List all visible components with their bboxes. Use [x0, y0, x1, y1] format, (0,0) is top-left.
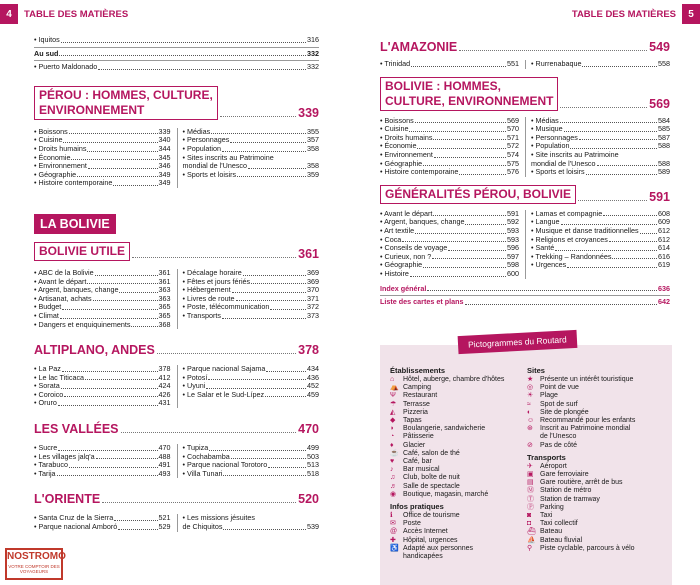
- toc-entry[interactable]: • Géographie 598: [380, 260, 519, 270]
- pictogram-icon: ▤: [527, 479, 534, 487]
- pictogram-icon: ♬: [390, 482, 397, 490]
- toc-entry[interactable]: • Budget 365: [34, 302, 171, 312]
- right-page-content: [380, 36, 670, 307]
- pictogram-item: ▣ Gare ferroviaire: [527, 471, 589, 479]
- toc-entry[interactable]: • Médias 355: [182, 126, 319, 136]
- section-bolivie-utile-entries: [34, 269, 319, 329]
- pictogram-icon: ✈: [527, 462, 533, 470]
- pictogram-icon: Ⓜ: [527, 487, 534, 495]
- pictogram-item: ◭ Pizzeria: [390, 408, 428, 416]
- pictogram-item: ◎ Point de vue: [527, 384, 579, 392]
- toc-entry[interactable]: • Le Salar et le Sud-Lípez 459: [182, 389, 319, 399]
- pictogram-icon: ✉: [390, 520, 396, 528]
- toc-entry[interactable]: • Boissons 339: [34, 126, 171, 136]
- toc-entry[interactable]: • Sites inscrits au Patrimoine: [182, 152, 274, 162]
- toc-entry[interactable]: • Histoire contemporaine 576: [380, 167, 519, 177]
- pictogram-icon: [390, 553, 403, 561]
- pictogram-item: ☂ Terrasse: [390, 400, 430, 408]
- section-generalites-heading[interactable]: GÉNÉRALITÉS PÉROU, BOLIVIE 591: [380, 185, 670, 204]
- toc-entry[interactable]: • Coroico 426: [34, 389, 171, 399]
- toc-entry[interactable]: • Sucre 470: [34, 443, 171, 453]
- toc-entry[interactable]: • Décalage horaire 369: [182, 267, 319, 277]
- pictogram-icon: ♥: [390, 458, 395, 466]
- pictogram-item: ℹ Office de tourisme: [390, 512, 460, 520]
- pictogram-icon: ⛴: [527, 528, 536, 536]
- pictogram-item: Ψ Restaurant: [390, 392, 438, 400]
- toc-entry[interactable]: • Médias 584: [531, 115, 670, 125]
- pictogram-item: ⛺ Camping: [390, 384, 432, 392]
- pictogram-item: Ⓣ Station de tramway: [527, 495, 600, 503]
- toc-entry[interactable]: • Histoire 600: [380, 268, 519, 278]
- section-amazonie-entries: [380, 60, 670, 69]
- pictogram-item: ▤ Gare routière, arrêt de bus: [527, 479, 623, 487]
- toc-entry[interactable]: • Art textile 593: [380, 225, 519, 235]
- toc-entry[interactable]: mondial de l'Unesco 358: [182, 161, 319, 171]
- toc-entry[interactable]: de Chiquitos 539: [182, 522, 319, 532]
- toc-entry[interactable]: • Géographie 575: [380, 158, 519, 168]
- toc-entry[interactable]: • Langue 609: [531, 217, 670, 227]
- pictogram-icon: ◉: [390, 490, 397, 498]
- toc-entry[interactable]: • La Paz 378: [34, 364, 171, 374]
- pictogram-item: ⛴ Bateau: [527, 528, 563, 536]
- pictogram-item: @ Accès Internet: [390, 528, 448, 536]
- toc-entry[interactable]: • Trekking – Randonnées 616: [531, 251, 670, 261]
- section-altiplano-entries: [34, 365, 319, 408]
- left-page-number: 4: [0, 4, 18, 24]
- pictogram-item: ◗ Boulangerie, sandwicherie: [390, 425, 486, 433]
- toc-entry[interactable]: • Histoire contemporaine 349: [34, 178, 171, 188]
- pictogram-icon: ☂: [390, 400, 397, 408]
- toc-entry[interactable]: • Le lac Titicaca 412: [34, 372, 171, 382]
- pictogram-icon: ⚲: [527, 544, 533, 552]
- nostromo-logo: NOSTROMO VOTRE COMPTOIR DES VOYAGEURS: [5, 548, 63, 580]
- section-title-box: PÉROU : HOMMES, CULTURE, ENVIRONNEMENT: [34, 86, 218, 120]
- pictogram-item: ☺ Recommandé pour les enfants: [527, 417, 636, 425]
- toc-entry-cartes[interactable]: Liste des cartes et plans 642: [380, 297, 670, 307]
- toc-entry[interactable]: • Avant le départ 591: [380, 208, 519, 218]
- toc-entry[interactable]: • Population 588: [531, 141, 670, 151]
- pictogram-icon: ◗: [390, 425, 395, 433]
- toc-entry[interactable]: • Fêtes et jours fériés 369: [182, 276, 319, 286]
- toc-entry[interactable]: • Sports et loisirs 359: [182, 169, 319, 179]
- pictogram-item: ★ Présente un intérêt touristique: [527, 376, 634, 383]
- pictogram-group-title: Établissements: [390, 366, 446, 375]
- pictogram-item: ◆ Tapas: [390, 417, 422, 425]
- pictogram-item: ♬ Salle de spectacle: [390, 482, 460, 490]
- pictogram-icon: [527, 433, 540, 441]
- toc-entry[interactable]: • Tupiza 499: [182, 443, 319, 453]
- toc-entry[interactable]: • Urgences 619: [531, 260, 670, 270]
- pictogram-icon: ♫: [390, 474, 396, 482]
- toc-entry[interactable]: • Curieux, non ? 597: [380, 251, 519, 261]
- pictogram-icon: ◭: [390, 408, 396, 416]
- left-page-content: [34, 36, 319, 532]
- section-altiplano-heading[interactable]: ALTIPLANO, ANDES 378: [34, 343, 319, 358]
- section-title-box: BOLIVIE : HOMMES, CULTURE, ENVIRONNEMENT: [380, 77, 558, 111]
- toc-entry[interactable]: • Cochabamba 503: [182, 451, 319, 461]
- pictogram-icon: ♿: [390, 544, 399, 552]
- pictogram-icon: ⊘: [527, 441, 533, 449]
- country-band-bolivie: LA BOLIVIE: [34, 214, 116, 234]
- toc-entry[interactable]: Au sud 332: [34, 48, 319, 58]
- toc-entry[interactable]: • Personnages 587: [531, 132, 670, 142]
- toc-entry[interactable]: • Parque nacional Torotoro 513: [182, 460, 319, 470]
- pictogram-item: ✉ Poste: [390, 520, 421, 528]
- pictogram-icon: ☕: [390, 449, 399, 457]
- pictogram-item: ☀ Plage: [527, 392, 558, 400]
- toc-entry[interactable]: • Santa Cruz de la Sierra 521: [34, 513, 171, 523]
- toc-entry[interactable]: • Droits humains 344: [34, 143, 171, 153]
- toc-entry[interactable]: • Cuisine 340: [34, 135, 171, 145]
- pictogram-item: Ⓟ Parking: [527, 503, 564, 511]
- pictogram-icon: ◐: [527, 408, 532, 416]
- pictogram-item: ⊛ Inscrit au Patrimoine mondial: [527, 425, 631, 433]
- pictogram-icon: ★: [527, 376, 534, 383]
- toc-entry[interactable]: • Conseils de voyage 596: [380, 243, 519, 253]
- toc-entry[interactable]: • Musique 585: [531, 124, 670, 134]
- toc-entry[interactable]: • Iquitos 316: [34, 35, 319, 44]
- right-header-title: TABLE DES MATIÈRES: [571, 8, 676, 20]
- toc-entry[interactable]: • Géographie 349: [34, 169, 171, 179]
- pictogram-item: ♪ Bar musical: [390, 466, 440, 474]
- pictogram-item: ⛵ Bateau fluvial: [527, 536, 583, 544]
- pictogram-item: ♦ Glacier: [390, 441, 426, 449]
- toc-entry[interactable]: • Lamas et compagnie 608: [531, 208, 670, 218]
- pictogram-icon: ◎: [527, 384, 534, 392]
- pictogram-icon: Ⓣ: [527, 495, 534, 503]
- pictogram-icon: ♦: [390, 441, 394, 449]
- toc-entry[interactable]: • Religions et croyances 612: [531, 234, 670, 244]
- pictogram-item: ◐ Site de plongée: [527, 408, 589, 416]
- toc-entry[interactable]: • Site inscrits au Patrimoine: [531, 149, 619, 159]
- pictogram-icon: ✚: [390, 536, 396, 544]
- pictogram-legend-panel: [380, 345, 672, 585]
- toc-entry[interactable]: • Économie 345: [34, 152, 171, 162]
- pictogram-icon: ⛺: [390, 384, 399, 392]
- pictogram-icon: ℹ: [390, 512, 393, 520]
- pictogram-icon: ♪: [390, 466, 394, 474]
- left-header-title: TABLE DES MATIÈRES: [24, 8, 129, 20]
- toc-entry[interactable]: • Les missions jésuites: [182, 513, 255, 523]
- toc-entry[interactable]: • Boissons 569: [380, 115, 519, 125]
- pictogram-item: ◔ Pâtisserie: [390, 433, 434, 441]
- section-title-box: BOLIVIE UTILE: [34, 242, 130, 261]
- section-bolivie-hommes-heading[interactable]: BOLIVIE : HOMMES, CULTURE, ENVIRONNEMENT 569: [380, 77, 670, 111]
- toc-entry[interactable]: • Villa Tunari 518: [182, 468, 319, 478]
- section-vallees-heading[interactable]: LES VALLÉES 470: [34, 422, 319, 437]
- section-perou-hommes-heading[interactable]: PÉROU : HOMMES, CULTURE, ENVIRONNEMENT 339: [34, 86, 319, 120]
- toc-entry[interactable]: • Oruro 431: [34, 398, 171, 408]
- right-page-header: [350, 0, 700, 28]
- toc-entry[interactable]: • Droits humains 571: [380, 132, 519, 142]
- pictogram-icon: ⌂: [390, 376, 395, 383]
- section-amazonie-heading[interactable]: L'AMAZONIE 549: [380, 40, 670, 54]
- toc-entry[interactable]: • Poste, télécommunication 372: [182, 302, 319, 312]
- toc-entry[interactable]: • Argent, banques, change 592: [380, 217, 519, 227]
- toc-entry[interactable]: • Puerto Maldonado 332: [34, 62, 319, 72]
- pictogram-item: de l'Unesco: [527, 433, 664, 441]
- pictogram-icon: ◘: [527, 520, 532, 528]
- right-page-number: 5: [682, 4, 700, 24]
- toc-entry[interactable]: mondial de l'Unesco 588: [531, 158, 670, 168]
- pictogram-item: ⚲ Piste cyclable, parcours à vélo: [527, 544, 635, 552]
- pictogram-item: ♥ Café, bar: [390, 458, 432, 466]
- toc-entry[interactable]: • Parque nacional Amboró 529: [34, 522, 171, 532]
- pictogram-icon: ◆: [390, 417, 396, 425]
- toc-entry[interactable]: • Tarabuco 491: [34, 460, 171, 470]
- toc-entry[interactable]: • Trinidad 551: [380, 59, 519, 68]
- toc-entry[interactable]: • Personnages 357: [182, 135, 319, 145]
- toc-entry-index[interactable]: Index général 636: [380, 283, 670, 293]
- pictogram-item: ⊘ Pas de côté: [527, 441, 577, 449]
- pictogram-icon: ☺: [527, 417, 535, 425]
- pictogram-icon: Ⓟ: [527, 503, 534, 511]
- section-vallees-entries: [34, 444, 319, 478]
- pictogram-group-title: Transports: [527, 452, 566, 462]
- pictogram-icon: ≈: [527, 400, 531, 408]
- toc-entry[interactable]: • ABC de la Bolivie 361: [34, 267, 171, 277]
- toc-entry[interactable]: • Population 358: [182, 143, 319, 153]
- toc-entry[interactable]: • Musique et danse traditionnelles 612: [531, 225, 670, 235]
- pictogram-legend: [380, 333, 672, 585]
- pictogram-icon: ☀: [527, 392, 534, 400]
- toc-entry[interactable]: • Uyuni 452: [182, 381, 319, 391]
- pictogram-item: ⌂ Hôtel, auberge, chambre d'hôtes: [390, 376, 505, 383]
- toc-entry[interactable]: • Artisanat, achats 363: [34, 293, 171, 303]
- pictogram-icon: ▣: [527, 471, 534, 479]
- toc-entry[interactable]: • Économie 572: [380, 141, 519, 151]
- toc-entry[interactable]: • Livres de route 371: [182, 293, 319, 303]
- pictogram-group-title: Sites: [527, 366, 545, 375]
- section-perou-hommes-entries: [34, 128, 319, 188]
- toc-entry[interactable]: • Rurrenabaque 558: [531, 59, 670, 68]
- pictogram-icon: Ψ: [390, 392, 396, 400]
- toc-entry[interactable]: • Coca 593: [380, 234, 519, 244]
- pictogram-item: Ⓜ Station de métro: [527, 487, 592, 495]
- pictogram-item: ♿ Adapté aux personnes: [390, 544, 474, 552]
- toc-entry[interactable]: • Climat 365: [34, 310, 171, 320]
- pictogram-icon: ⛵: [527, 536, 536, 544]
- toc-entry[interactable]: • Avant le départ 361: [34, 276, 171, 286]
- toc-entry[interactable]: • Potosí 436: [182, 372, 319, 382]
- toc-entry[interactable]: • Les villages jalq'a 488: [34, 451, 171, 461]
- left-page-header: [0, 0, 350, 28]
- pictogram-item: handicapées: [390, 553, 527, 561]
- pictogram-item: ☕ Café, salon de thé: [390, 449, 460, 457]
- section-title-box: GÉNÉRALITÉS PÉROU, BOLIVIE: [380, 185, 576, 204]
- toc-entry[interactable]: • Tarija 493: [34, 468, 171, 478]
- toc-entry[interactable]: • Environnement 574: [380, 149, 519, 159]
- toc-entry[interactable]: • Parque nacional Sajama 434: [182, 364, 319, 374]
- pictogram-group-title: Infos pratiques: [390, 502, 444, 512]
- pictogram-item: ♫ Club, boîte de nuit: [390, 474, 460, 482]
- pictogram-icon: ◙: [527, 512, 532, 520]
- pictogram-item: ◘ Taxi collectif: [527, 520, 578, 528]
- toc-entry[interactable]: • Transports 373: [182, 310, 319, 320]
- pictogram-legend-title: Pictogrammes du Routard: [458, 330, 578, 354]
- pictogram-icon: @: [390, 528, 398, 536]
- pictogram-item: ◙ Taxi: [527, 512, 553, 520]
- pictogram-item: ◉ Boutique, magasin, marché: [390, 490, 489, 498]
- toc-entry[interactable]: • Santé 614: [531, 243, 670, 253]
- section-oriente-entries: [34, 514, 319, 531]
- toc-entry[interactable]: • Hébergement 370: [182, 285, 319, 295]
- toc-entry[interactable]: • Cuisine 570: [380, 124, 519, 134]
- section-bolivie-hommes-entries: [380, 117, 670, 177]
- pictogram-icon: ⊛: [527, 425, 533, 433]
- section-generalites-entries: [380, 210, 670, 279]
- toc-entry[interactable]: • Environnement 346: [34, 161, 171, 171]
- toc-entry[interactable]: • Argent, banques, change 363: [34, 285, 171, 295]
- pictogram-item: ✈ Aéroport: [527, 462, 567, 470]
- toc-entry[interactable]: • Sorata 424: [34, 381, 171, 391]
- toc-entry[interactable]: • Sports et loisirs 589: [531, 167, 670, 177]
- pictogram-icon: ◔: [390, 433, 395, 441]
- toc-entry[interactable]: • Dangers et enquiquinements 368: [34, 319, 171, 329]
- pictogram-item: ✚ Hôpital, urgences: [390, 536, 458, 544]
- section-bolivie-utile-heading[interactable]: BOLIVIE UTILE 361: [34, 242, 319, 261]
- pictogram-item: ≈ Spot de surf: [527, 400, 578, 408]
- section-oriente-heading[interactable]: L'ORIENTE 520: [34, 492, 319, 507]
